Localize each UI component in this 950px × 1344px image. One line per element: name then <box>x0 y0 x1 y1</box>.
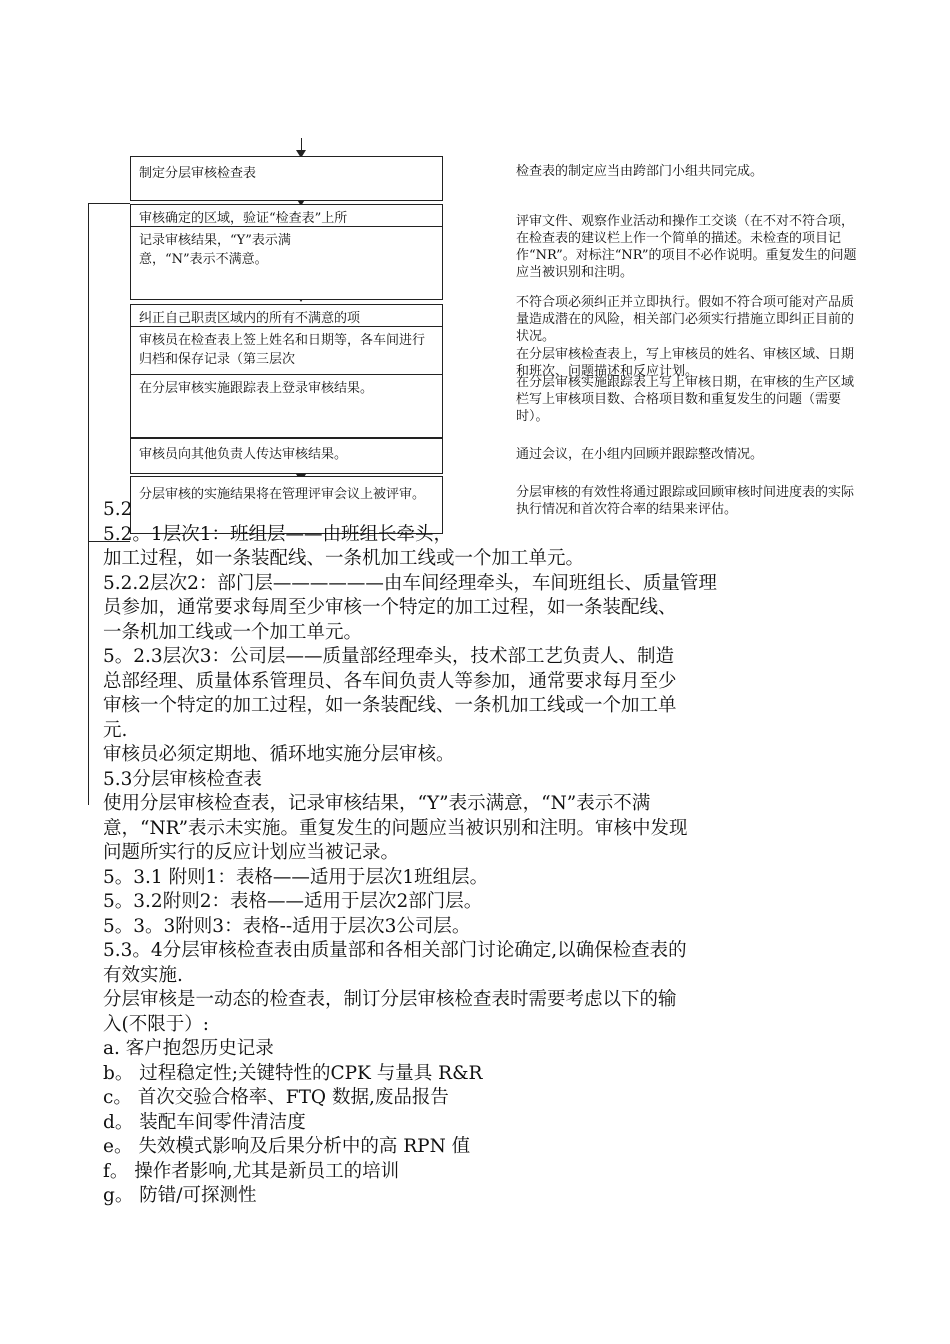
flow-step-4: 纠正自己职责区域内的所有不满意的项 <box>130 304 443 332</box>
body-line: 意，“NR”表示未实施。重复发生的问题应当被识别和注明。审核中发现 <box>103 817 688 839</box>
body-line: 审核一个特定的加工过程，如一条装配线、一条机加工线或一个加工单 <box>103 695 677 716</box>
body-line: f。 操作者影响,尤其是新员工的培训 <box>103 1160 400 1182</box>
body-line: 加工过程，如一条装配线、一条机加工线或一个加工单元。 <box>103 548 585 569</box>
body-line: 5.2.2层次2：部门层——————由车间经理牵头，车间班组长、质量管理 <box>103 572 717 594</box>
flow-note-5: 在分层审核实施跟踪表上写上审核日期，在审核的生产区域栏写上审核项目数、合格项目数和重复发生的问题（需要时）。 <box>516 375 855 424</box>
body-line: 一条机加工线或一个加工单元。 <box>103 621 363 643</box>
flow-note-4: 在分层审核检查表上，写上审核员的姓名、审核区域、日期和班次、问题描述和反应计划。 <box>516 347 855 379</box>
body-line: a. 客户抱怨历史记录 <box>103 1038 274 1059</box>
body-line: e。 失效模式影响及后果分析中的高 RPN 值 <box>103 1136 471 1157</box>
body-line: 总部经理、质量体系管理员、各车间负责人等参加，通常要求每月至少 <box>103 670 677 692</box>
body-line: 5。2.3层次3：公司层——质量部经理牵头，技术部工艺负责人、制造 <box>103 646 674 667</box>
body-line: 元. <box>103 719 128 741</box>
flow-step-7: 审核员向其他负责人传达审核结果。 <box>130 438 443 474</box>
body-line: 5.2 <box>103 499 133 520</box>
flow-note-3: 不符合项必须纠正并立即执行。假如不符合项可能对产品质量造成潜在的风险，相关部门必须实行措施立即纠正目前的状况。 <box>516 295 855 344</box>
body-line: g。 防错/可探测性 <box>103 1185 257 1206</box>
body-line: 使用分层审核检查表，记录审核结果，“Y”表示满意，“N”表示不满 <box>103 793 651 814</box>
flow-step-3: 记录审核结果，“Y”表示满意，“N”表示不满意。 <box>130 226 443 300</box>
body-line: 5。3.1 附则1：表格——适用于层次1班组层。 <box>103 866 489 888</box>
flow-step-8: 分层审核的实施结果将在管理评审会议上被评审。 <box>130 476 443 534</box>
flow-step-5: 审核员在检查表上签上姓名和日期等，各车间进行归档和保存记录（第三层次 <box>130 326 443 386</box>
body-line: d。 装配车间零件清洁度 <box>103 1111 306 1133</box>
body-text <box>103 498 823 1209</box>
body-line: 员参加，通常要求每周至少审核一个特定的加工过程，如一条装配线、 <box>103 597 677 618</box>
body-line: 5.2。1层次1：班组层——由班组长牵头， <box>103 523 452 545</box>
flow-note-6: 通过会议，在小组内回顾并跟踪整改情况。 <box>516 447 764 462</box>
body-line: 5。3。3附则3：表格--适用于层次3公司层。 <box>103 915 471 937</box>
flow-note-7: 分层审核的有效性将通过跟踪或回顾审核时间进度表的实际执行情况和首次符合率的结果来评估。 <box>516 485 855 517</box>
body-line: 问题所实行的反应计划应当被记录。 <box>103 842 400 863</box>
body-line: 5.3分层审核检查表 <box>103 768 262 790</box>
feedback-loop-top <box>88 203 130 204</box>
body-line: 5。3.2附则2：表格——适用于层次2部门层。 <box>103 891 483 912</box>
feedback-loop-vertical <box>88 203 89 805</box>
body-line: 5.3。4分层审核检查表由质量部和各相关部门讨论确定,以确保检查表的 <box>103 940 687 961</box>
body-line: 分层审核是一动态的检查表，制订分层审核检查表时需要考虑以下的输 <box>103 989 677 1010</box>
flow-note-2: 评审文件、观察作业活动和操作工交谈（在不对不符合项，在检查表的建议栏上作一个简单的描述。未检查的项目记作“NR”。对标注“NR”的项目不必作说明。重复发生的问题应当被识别和注明。 <box>516 214 857 280</box>
flow-note-1: 检查表的制定应当由跨部门小组共同完成。 <box>516 164 764 179</box>
body-line: 有效实施. <box>103 964 183 986</box>
body-line: c。 首次交验合格率、FTQ 数据,废品报告 <box>103 1087 449 1108</box>
flow-step-2: 审核确定的区域，验证“检查表”上所 <box>130 204 443 234</box>
body-line: b。 过程稳定性;关键特性的CPK 与量具 R&R <box>103 1062 483 1084</box>
body-line: 审核员必须定期地、循环地实施分层审核。 <box>103 744 455 765</box>
body-line: 入(不限于）: <box>103 1013 209 1035</box>
flow-step-6: 在分层审核实施跟踪表上登录审核结果。 <box>130 374 443 438</box>
flow-step-1: 制定分层审核检查表 <box>130 156 443 201</box>
